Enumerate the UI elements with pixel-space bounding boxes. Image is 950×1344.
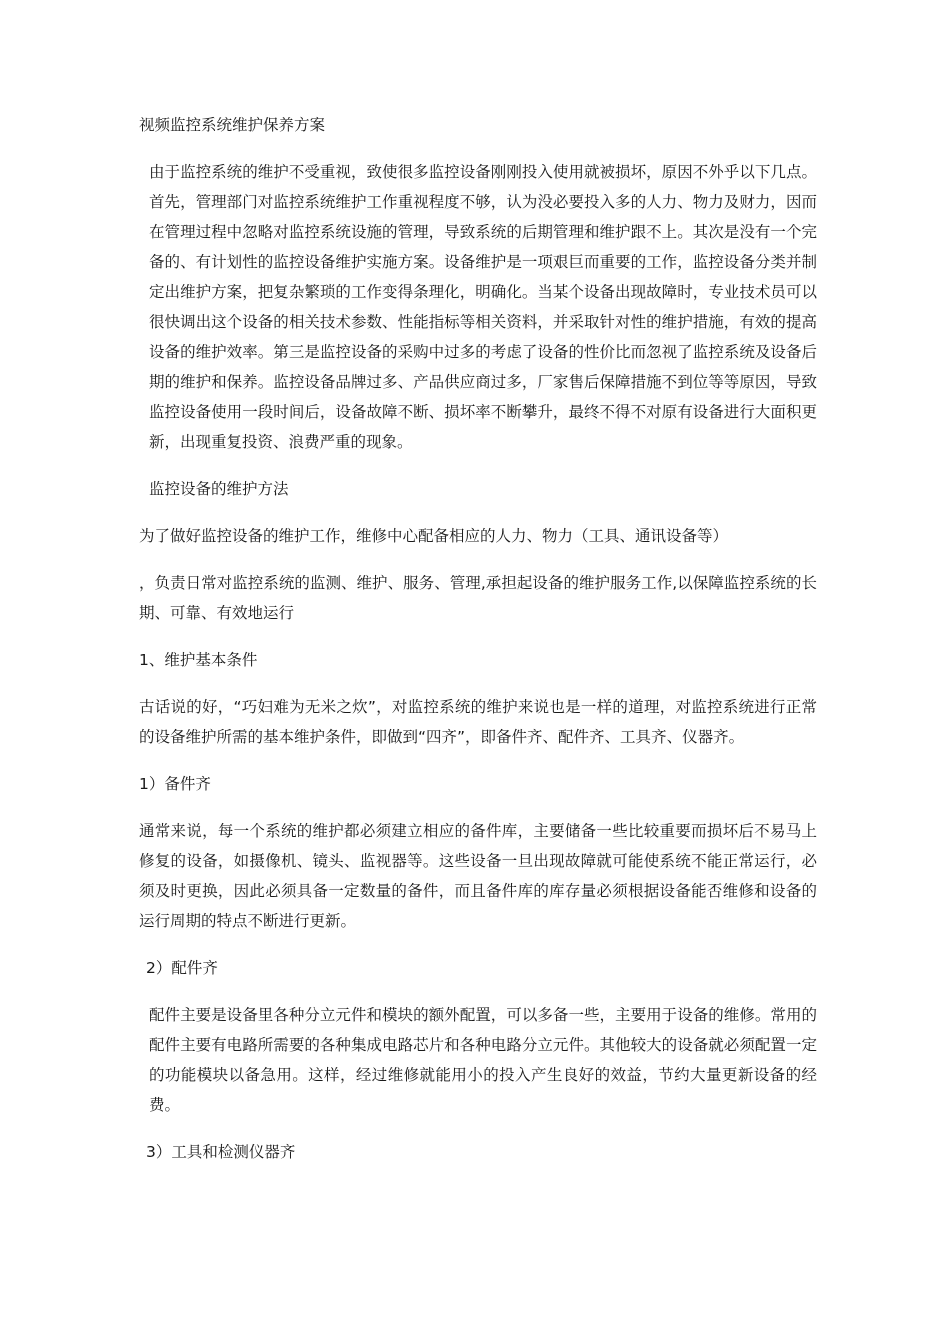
subsection2-heading: 2）配件齐 [146, 959, 218, 977]
subsection3-heading: 3）工具和检测仪器齐 [146, 1143, 296, 1161]
intro-paragraph: 由于监控系统的维护不受重视，致使很多监控设备刚刚投入使用就被损坏，原因不外乎以下几点。首先，管理部门对监控系统维护工作重视程度不够，认为没必要投入多的人力、物力及财力，因而在管理过程中忽略对监控系统设施的管理，导致系统的后期管理和维护跟不上。其次是没有一个完备的、有计划性的监控设备维护实施方案。设备维护是一项艰巨而重要的工作，监控设备分类并制定出维护方案，把复杂繁琐的工作变得条理化，明确化。当某个设备出现故障时，专业技术员可以很快调出这个设备的相关技术参数、性能指标等相关资料，并采取针对性的维护措施，有效的提高设备的维护效率。第三是监控设备的采购中过多的考虑了设备的性价比而忽视了监控系统及设备后期的维护和保养。监控设备品牌过多、产品供应商过多，厂家售后保障措施不到位等等原因，导致监控设备使用一段时间后，设备故障不断、损坏率不断攀升，最终不得不对原有设备进行大面积更新，出现重复投资、浪费严重的现象。 [149, 163, 817, 451]
section1-paragraph: 古话说的好，“巧妇难为无米之炊”，对监控系统的维护来说也是一样的道理，对监控系统进行正常的设备维护所需的基本维护条件，即做到“四齐”，即备件齐、配件齐、工具齐、仪器齐。 [139, 698, 817, 746]
subsection1-paragraph: 通常来说，每一个系统的维护都必须建立相应的备件库，主要储备一些比较重要而损坏后不易马上修复的设备，如摄像机、镜头、监视器等。这些设备一旦出现故障就可能使系统不能正常运行，必须及时更换，因此必须具备一定数量的备件，而且备件库的库存量必须根据设备能否维修和设备的运行周期的特点不断进行更新。 [139, 822, 817, 930]
methods-heading: 监控设备的维护方法 [149, 480, 289, 498]
methods-paragraph-2: ，负责日常对监控系统的监测、维护、服务、管理,承担起设备的维护服务工作,以保障监控系统的长期、可靠、有效地运行 [139, 574, 817, 622]
section1-heading: 1、维护基本条件 [139, 651, 258, 669]
methods-paragraph-1: 为了做好监控设备的维护工作，维修中心配备相应的人力、物力（工具、通讯设备等） [139, 527, 729, 545]
document-title: 视频监控系统维护保养方案 [139, 116, 326, 134]
subsection2-paragraph: 配件主要是设备里各种分立元件和模块的额外配置，可以多备一些，主要用于设备的维修。常用的配件主要有电路所需要的各种集成电路芯片和各种电路分立元件。其他较大的设备就必须配置一定的功能模块以备急用。这样，经过维修就能用小的投入产生良好的效益，节约大量更新设备的经费。 [149, 1006, 817, 1114]
subsection1-heading: 1）备件齐 [139, 775, 211, 793]
document-body [139, 110, 817, 1167]
